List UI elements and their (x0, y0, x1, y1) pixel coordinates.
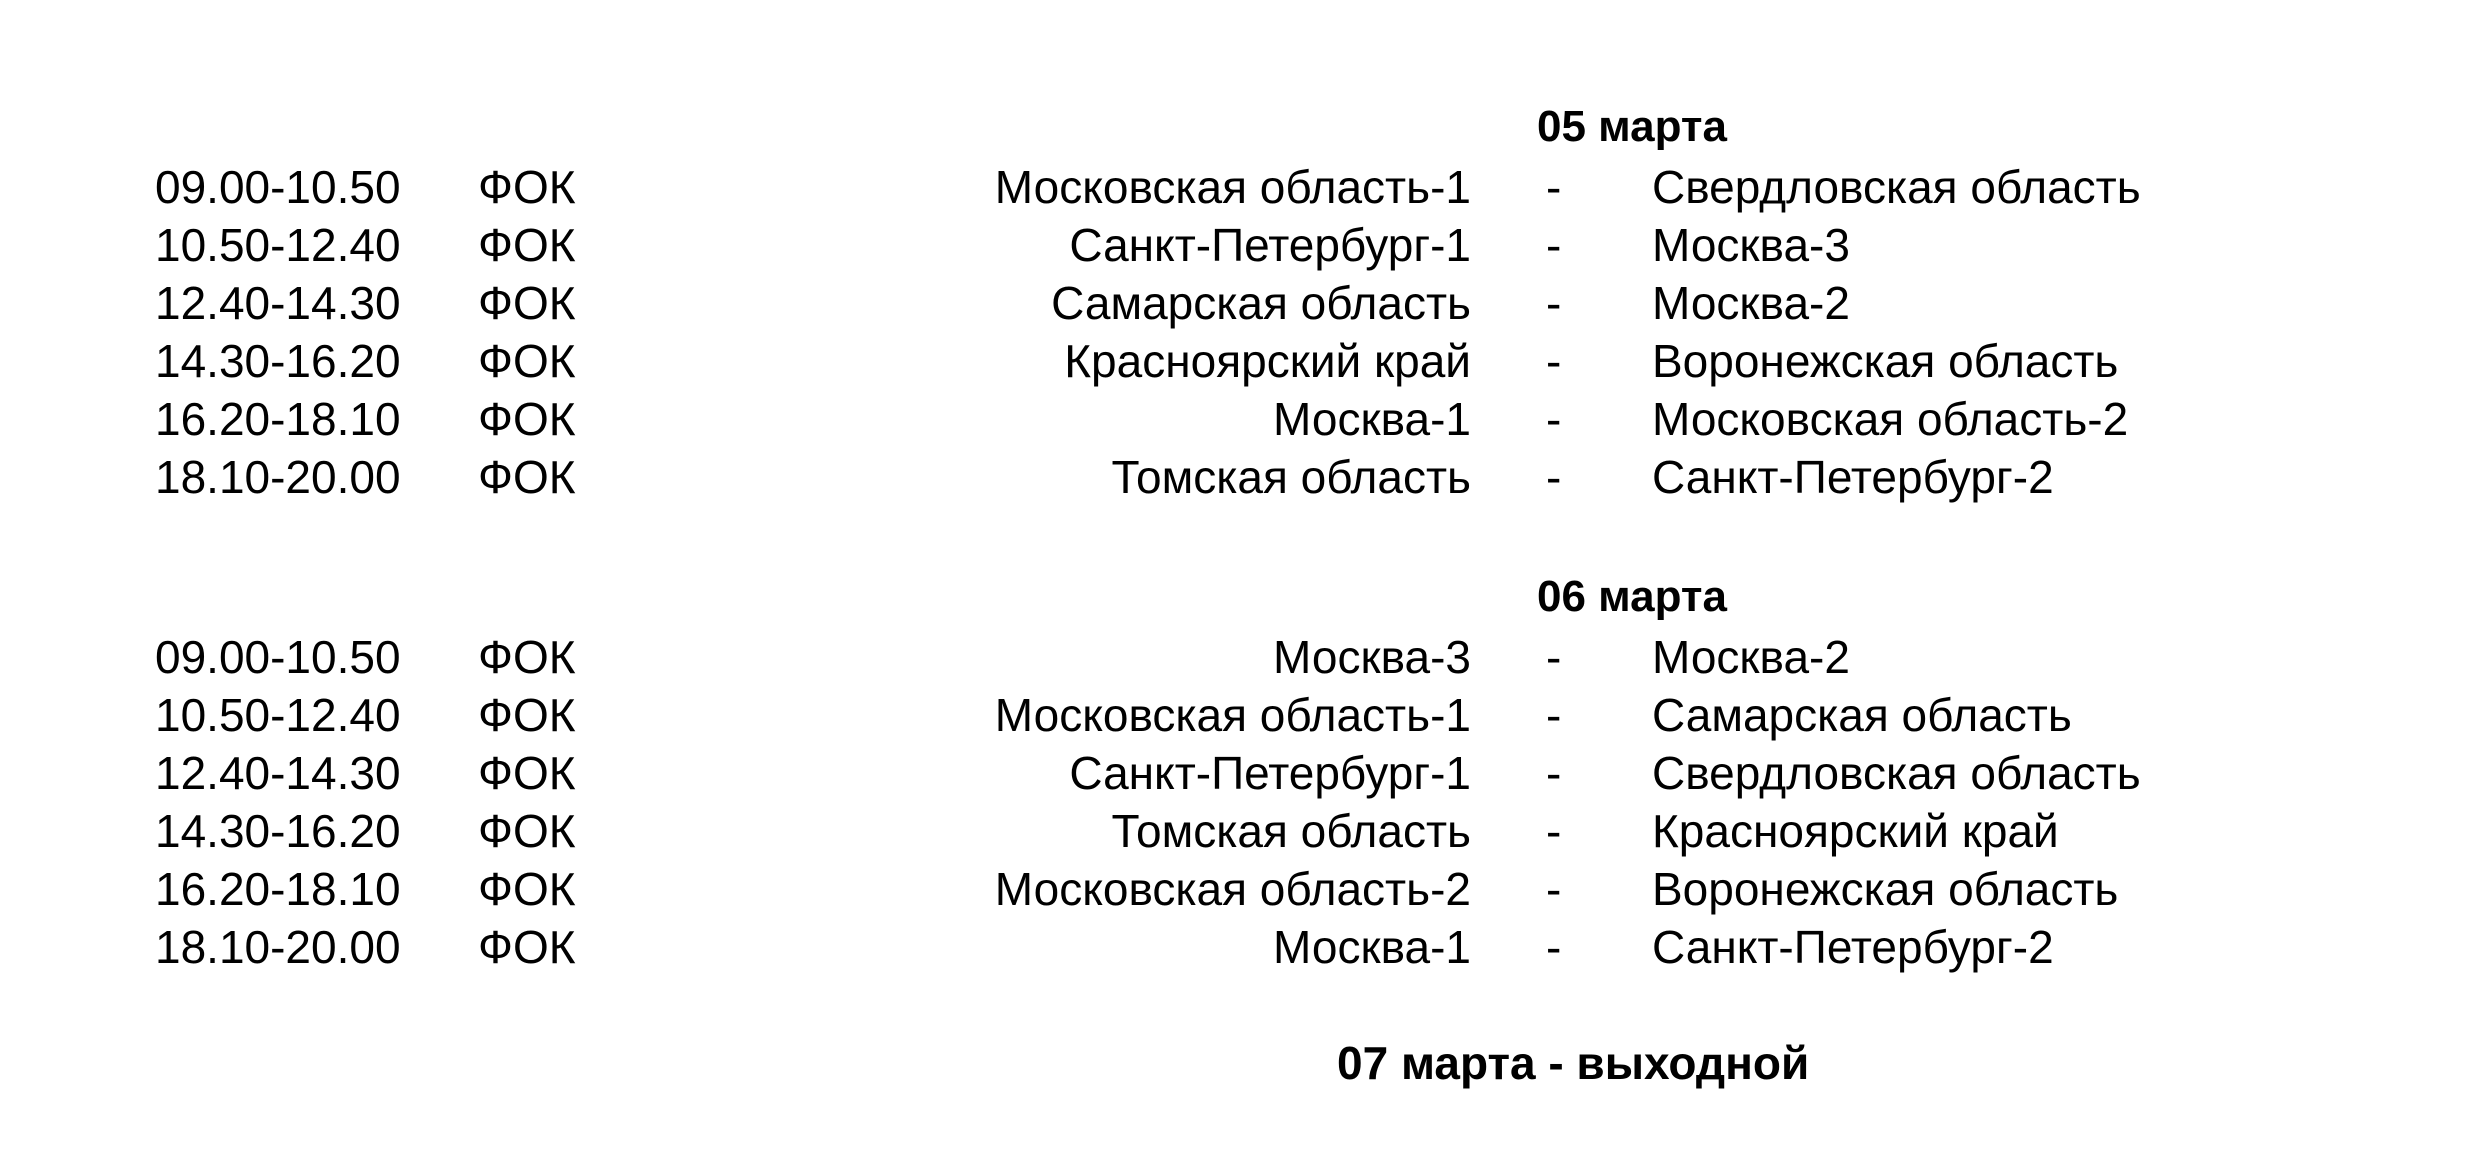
away-team: Свердловская область (1652, 747, 2141, 799)
match-row (0, 390, 2468, 448)
match-venue: ФОК (478, 451, 576, 503)
away-team: Москва-2 (1652, 277, 1850, 329)
home-team: Томская область (1111, 451, 1471, 503)
home-team: Санкт-Петербург-1 (1069, 219, 1471, 271)
home-team: Москва-3 (1273, 631, 1471, 683)
home-team: Томская область (1111, 805, 1471, 857)
away-team: Московская область-2 (1652, 393, 2129, 445)
match-separator: - (1546, 631, 1562, 683)
home-team: Москва-1 (1273, 921, 1471, 973)
away-team: Санкт-Петербург-2 (1652, 451, 2054, 503)
away-team: Свердловская область (1652, 161, 2141, 213)
home-team: Москва-1 (1273, 393, 1471, 445)
match-row (0, 332, 2468, 390)
match-separator: - (1546, 921, 1562, 973)
match-time: 18.10-20.00 (155, 451, 401, 503)
away-team: Самарская область (1652, 689, 2072, 741)
match-row (0, 274, 2468, 332)
match-row (0, 860, 2468, 918)
home-team: Московская область-2 (994, 863, 1471, 915)
match-row (0, 216, 2468, 274)
match-venue: ФОК (478, 219, 576, 271)
day-off-note: 07 марта - выходной (1337, 1037, 1810, 1089)
match-separator: - (1546, 451, 1562, 503)
away-team: Москва-2 (1652, 631, 1850, 683)
match-time: 09.00-10.50 (155, 161, 401, 213)
match-separator: - (1546, 747, 1562, 799)
match-venue: ФОК (478, 277, 576, 329)
away-team: Воронежская область (1652, 863, 2119, 915)
match-venue: ФОК (478, 863, 576, 915)
match-time: 16.20-18.10 (155, 863, 401, 915)
home-team: Московская область-1 (994, 161, 1471, 213)
away-team: Красноярский край (1652, 805, 2059, 857)
match-row (0, 158, 2468, 216)
match-separator: - (1546, 805, 1562, 857)
match-venue: ФОК (478, 393, 576, 445)
match-separator: - (1546, 335, 1562, 387)
match-time: 10.50-12.40 (155, 219, 401, 271)
match-time: 16.20-18.10 (155, 393, 401, 445)
home-team: Красноярский край (1064, 335, 1471, 387)
match-separator: - (1546, 863, 1562, 915)
match-separator: - (1546, 277, 1562, 329)
match-venue: ФОК (478, 747, 576, 799)
match-separator: - (1546, 393, 1562, 445)
away-team: Москва-3 (1652, 219, 1850, 271)
away-team: Воронежская область (1652, 335, 2119, 387)
match-time: 18.10-20.00 (155, 921, 401, 973)
match-row (0, 918, 2468, 976)
match-time: 12.40-14.30 (155, 277, 401, 329)
day-heading-06-march: 06 марта (1537, 572, 1727, 621)
match-separator: - (1546, 689, 1562, 741)
match-separator: - (1546, 219, 1562, 271)
match-venue: ФОК (478, 805, 576, 857)
match-separator: - (1546, 161, 1562, 213)
match-time: 12.40-14.30 (155, 747, 401, 799)
match-venue: ФОК (478, 335, 576, 387)
match-venue: ФОК (478, 161, 576, 213)
match-time: 14.30-16.20 (155, 805, 401, 857)
home-team: Московская область-1 (994, 689, 1471, 741)
match-row (0, 686, 2468, 744)
match-row (0, 744, 2468, 802)
match-venue: ФОК (478, 631, 576, 683)
away-team: Санкт-Петербург-2 (1652, 921, 2054, 973)
match-time: 10.50-12.40 (155, 689, 401, 741)
match-time: 14.30-16.20 (155, 335, 401, 387)
match-time: 09.00-10.50 (155, 631, 401, 683)
match-row (0, 448, 2468, 506)
match-row (0, 802, 2468, 860)
match-row (0, 628, 2468, 686)
match-venue: ФОК (478, 921, 576, 973)
day-heading-05-march: 05 марта (1537, 102, 1727, 151)
match-venue: ФОК (478, 689, 576, 741)
home-team: Самарская область (1051, 277, 1471, 329)
home-team: Санкт-Петербург-1 (1069, 747, 1471, 799)
